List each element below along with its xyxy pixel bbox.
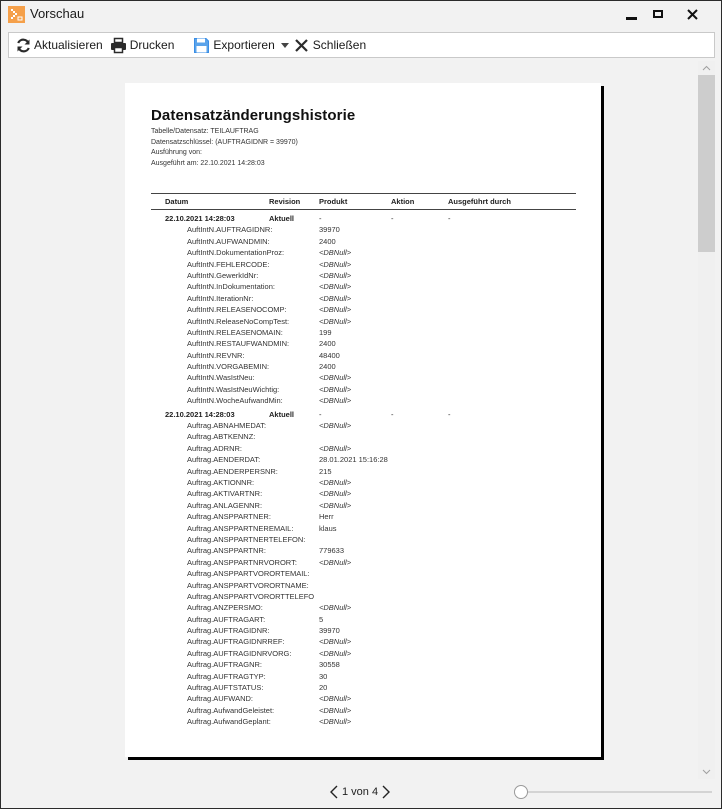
field-value: <DBNull> [319,316,352,326]
group-revision: Aktuell [269,214,295,223]
field-row [125,260,601,271]
field-value: <DBNull> [319,603,352,613]
field-row [125,271,601,282]
refresh-icon [14,36,32,54]
field-name: Auftrag.AKTIVARTNR: [187,489,263,499]
scroll-thumb[interactable] [698,75,715,252]
field-value: 30 [319,671,328,681]
field-name: Auftrag.AUFTRAGNR: [187,660,263,670]
field-row [125,385,601,396]
field-value: <DBNull> [319,270,352,280]
field-value: 28.01.2021 15:16:28 [319,455,388,465]
field-row [125,237,601,248]
field-row [125,478,601,489]
field-value: <DBNull> [319,396,352,406]
group-date: 22.10.2021 14:28:03 [165,409,235,419]
field-row [125,706,601,717]
field-value: <DBNull> [319,293,352,303]
next-page-button[interactable] [381,785,391,799]
document-page [125,83,601,757]
field-name: Auftrag.AUFTRAGART: [187,614,266,624]
field-row [125,694,601,705]
field-value: 48400 [319,350,340,360]
field-row [125,649,601,660]
field-row [125,328,601,339]
field-value: <DBNull> [319,477,352,487]
field-name: Auftrag.ABTKENNZ: [187,432,256,442]
field-name: Auftrag.ANLAGENNR: [187,500,263,510]
field-value: 30558 [319,660,340,670]
field-value: 2400 [319,339,336,349]
column-header-aktion: Aktion [391,197,415,206]
group-ausgefuehrt: - [448,214,451,223]
field-row [125,535,601,546]
field-row [125,489,601,500]
close-preview-button[interactable] [291,34,368,56]
chevron-right-icon [381,785,391,799]
column-header-ausgefuehrt: Ausgeführt durch [448,197,511,206]
export-button[interactable] [190,34,276,56]
field-name: AuftIntN.ReleaseNoCompTest: [187,316,290,326]
group-aktion: - [391,214,394,223]
close-window-button[interactable] [675,1,709,27]
group-ausgefuehrt: - [448,409,451,419]
page-indicator: 1 von 4 [342,786,379,798]
field-name: Auftrag.ADRNR: [187,443,243,453]
field-value: <DBNull> [319,384,352,394]
field-row [125,717,601,728]
field-row [125,592,601,603]
window-title: Vorschau [30,6,85,21]
field-name: Auftrag.AUFTRAGIDNR: [187,626,270,636]
meta-executed-at: Ausgeführt am: 22.10.2021 14:28:03 [151,159,265,167]
maximize-icon [653,10,663,18]
field-row [125,501,601,512]
field-row [125,512,601,523]
toolbar [8,32,715,58]
field-name: Auftrag.ANZPERSMO: [187,603,263,613]
table-header-rule [151,209,576,210]
field-value: 20 [319,683,328,693]
field-value: <DBNull> [319,259,352,269]
field-row [125,432,601,443]
field-row [125,467,601,478]
zoom-slider[interactable] [514,784,714,800]
field-row [125,603,601,614]
field-row [125,444,601,455]
page-navigator [329,784,391,800]
field-name: AuftIntN.AUFTRAGIDNR: [187,225,273,235]
field-value: <DBNull> [319,705,352,715]
field-row [125,558,601,569]
field-name: Auftrag.ANSPPARTNERTELEFON: [187,534,306,544]
field-name: Auftrag.AENDERPERSNR: [187,466,278,476]
field-name: Auftrag.ANSPPARTVORORTTELEFO [187,591,315,601]
table-top-rule [151,193,576,194]
field-name: AuftIntN.RESTAUFWANDMIN: [187,339,290,349]
app-logo-icon [8,6,25,23]
field-name: Auftrag.ANSPPARTNEREMAIL: [187,523,294,533]
field-row [125,362,601,373]
field-value: <DBNull> [319,648,352,658]
field-row [125,626,601,637]
field-name: AuftIntN.IterationNr: [187,293,254,303]
field-value: 199 [319,327,332,337]
vertical-scrollbar[interactable] [698,61,715,779]
field-row [125,396,601,407]
field-value: <DBNull> [319,373,352,383]
printer-icon [110,36,128,54]
zoom-slider-track [519,791,712,793]
group-header-row [125,410,601,421]
chevron-left-icon [329,785,339,799]
maximize-button[interactable] [641,1,675,27]
field-row [125,282,601,293]
document-meta [151,127,298,169]
group-produkt: - [319,214,322,223]
field-value: klaus [319,523,337,533]
field-row [125,225,601,236]
title-bar [1,1,721,29]
field-name: Auftrag.ANSPPARTNER: [187,512,271,522]
close-label: Schließen [312,38,367,52]
field-name: Auftrag.AUFTRAGIDNRVORG: [187,648,292,658]
field-name: AuftIntN.AUFWANDMIN: [187,236,270,246]
field-name: Auftrag.ANSPPARTNRVORORT: [187,557,297,567]
field-name: AuftIntN.DokumentationProz: [187,248,285,258]
export-label: Exportieren [213,38,275,52]
field-row [125,581,601,592]
column-header-revision: Revision [269,197,301,206]
field-value: <DBNull> [319,557,352,567]
caret-down-icon [281,43,289,48]
field-row [125,339,601,350]
minimize-icon [626,17,637,20]
field-name: Auftrag.ANSPPARTNR: [187,546,266,556]
field-value: <DBNull> [319,637,352,647]
field-name: AuftIntN.WasIstNeu: [187,373,255,383]
field-row [125,248,601,259]
field-value: <DBNull> [319,717,352,727]
group-aktion: - [391,409,394,419]
field-name: Auftrag.ANSPPARTVORORTEMAIL: [187,569,310,579]
scroll-down-button[interactable] [698,765,715,779]
meta-key: Datensatzschlüssel: (AUFTRAGIDNR = 39970) [151,138,298,146]
history-rows [125,214,601,731]
preview-area[interactable] [8,61,698,779]
field-row [125,421,601,432]
field-name: AuftIntN.RELEASENOCOMP: [187,305,287,315]
field-row [125,317,601,328]
document-title: Datensatzänderungshistorie [151,107,356,124]
field-name: Auftrag.ABNAHMEDAT: [187,421,267,431]
field-value: <DBNull> [319,305,352,315]
chevron-up-icon [702,65,711,71]
field-name: Auftrag.AufwandGeleistet: [187,705,275,715]
print-button[interactable] [108,34,177,56]
field-row [125,660,601,671]
field-name: AuftIntN.WocheAufwandMin: [187,396,283,406]
field-name: AuftIntN.REVNR: [187,350,245,360]
field-value: 39970 [319,225,340,235]
field-name: Auftrag.AUFWAND: [187,694,253,704]
field-name: AuftIntN.FEHLERCODE: [187,259,270,269]
field-value: <DBNull> [319,443,352,453]
field-name: AuftIntN.WasIstNeuWichtig: [187,384,280,394]
scroll-up-button[interactable] [698,61,715,75]
field-name: Auftrag.AKTIONNR: [187,477,255,487]
field-row [125,672,601,683]
field-row [125,351,601,362]
field-value: 39970 [319,626,340,636]
field-value: <DBNull> [319,282,352,292]
field-value: 2400 [319,362,336,372]
field-row [125,294,601,305]
refresh-label: Aktualisieren [34,38,103,52]
column-header-produkt: Produkt [319,197,348,206]
export-dropdown-button[interactable] [279,34,291,56]
field-value: 2400 [319,236,336,246]
field-row [125,305,601,316]
field-row [125,637,601,648]
close-icon [687,9,698,20]
field-row [125,524,601,535]
meta-table: Tabelle/Datensatz: TEILAUFTRAG [151,128,259,135]
group-header-row [125,214,601,225]
field-row [125,569,601,580]
meta-executed-by: Ausführung von: [151,149,202,156]
field-value: <DBNull> [319,694,352,704]
print-label: Drucken [129,38,175,52]
history-group [125,410,601,729]
refresh-button[interactable] [12,34,105,56]
field-value: <DBNull> [319,421,352,431]
field-name: AuftIntN.VORGABEMIN: [187,362,270,372]
group-produkt: - [319,409,322,419]
chevron-down-icon [702,769,711,775]
field-row [125,455,601,466]
field-name: Auftrag.AENDERDAT: [187,455,261,465]
field-name: AuftIntN.RELEASENOMAIN: [187,327,283,337]
field-value: 215 [319,466,332,476]
save-disk-icon [192,36,210,54]
group-date: 22.10.2021 14:28:03 [165,214,235,223]
zoom-slider-thumb[interactable] [514,785,528,799]
column-header-datum: Datum [165,197,189,206]
field-row [125,615,601,626]
history-group [125,214,601,408]
group-revision: Aktuell [269,409,295,419]
field-row [125,683,601,694]
field-value: Herr [319,512,334,522]
field-name: AuftIntN.GewerkIdNr: [187,270,259,280]
field-name: Auftrag.AUFTRAGIDNRREF: [187,637,285,647]
close-x-icon [293,36,311,54]
field-name: Auftrag.AUFTSTATUS: [187,683,264,693]
field-value: <DBNull> [319,500,352,510]
field-name: Auftrag.ANSPPARTVORORTNAME: [187,580,309,590]
field-name: Auftrag.AufwandGeplant: [187,717,271,727]
field-value: <DBNull> [319,489,352,499]
previous-page-button[interactable] [329,785,339,799]
field-name: Auftrag.AUFTRAGTYP: [187,671,266,681]
field-value: 5 [319,614,324,624]
field-value: <DBNull> [319,248,352,258]
field-value: 779633 [319,546,345,556]
field-row [125,546,601,557]
field-row [125,373,601,384]
field-name: AuftIntN.InDokumentation: [187,282,275,292]
